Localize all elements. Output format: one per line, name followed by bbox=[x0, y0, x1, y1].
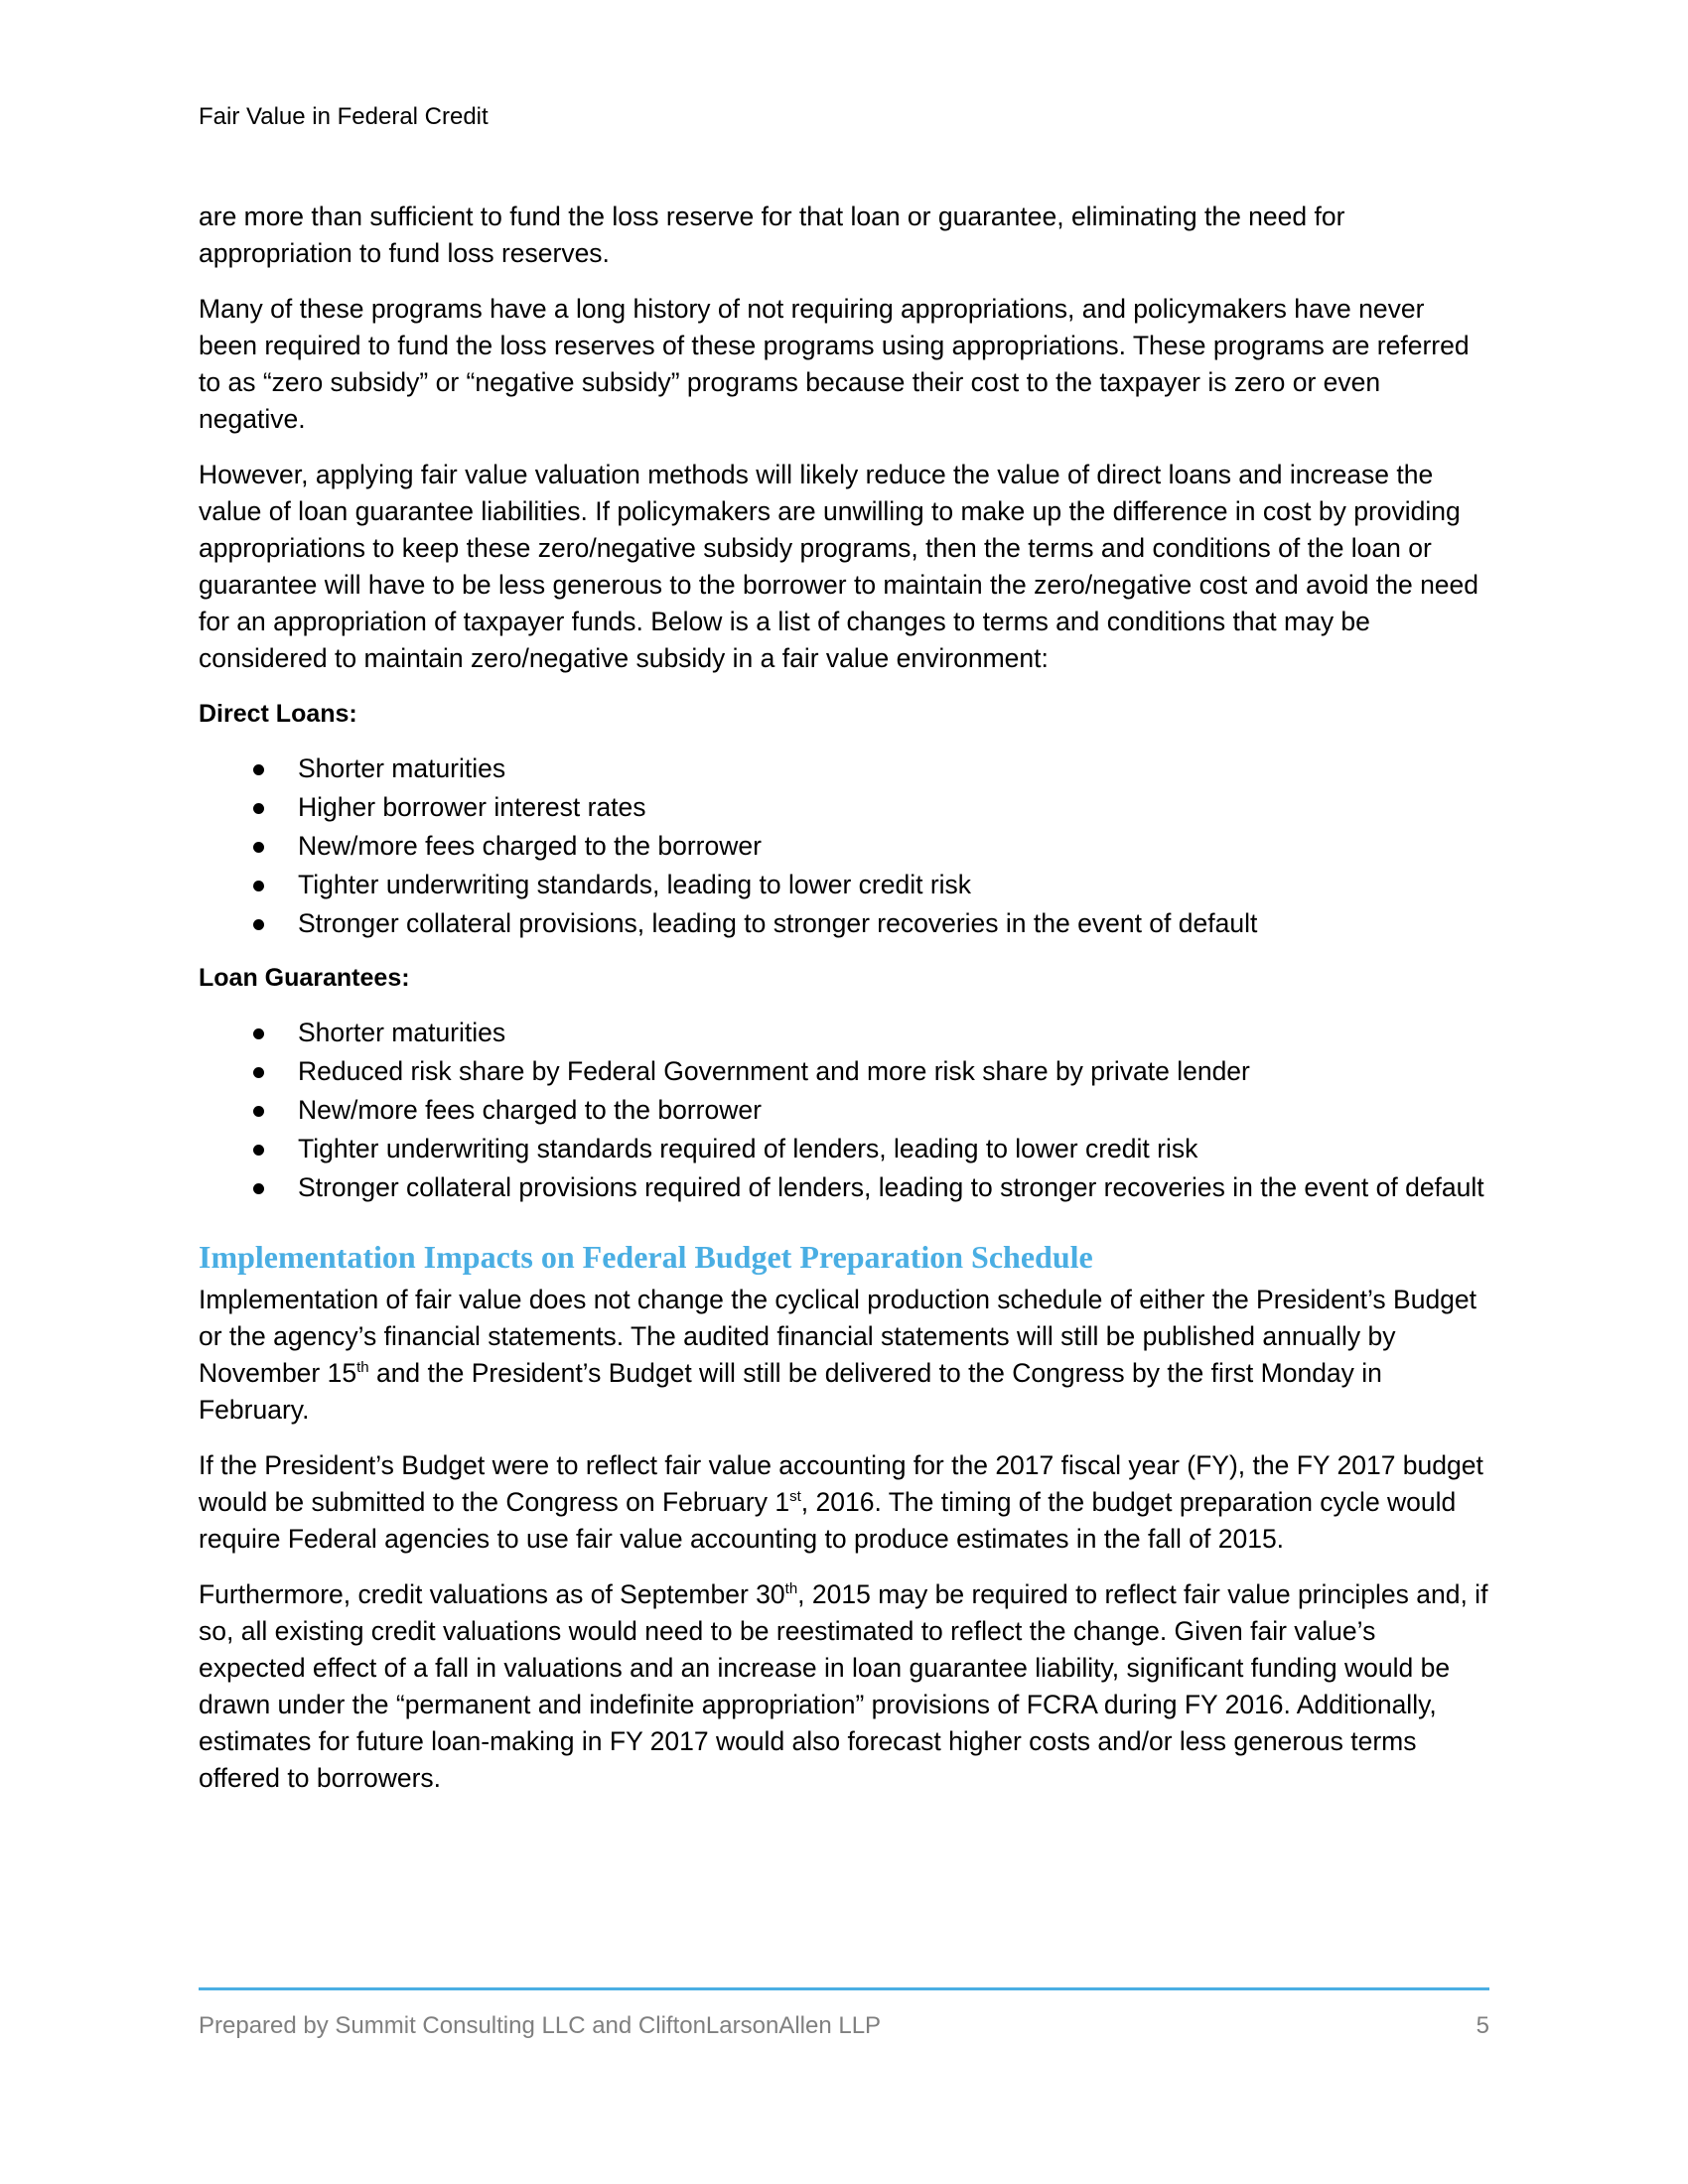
paragraph-5-text: If the President’s Budget were to reflect fair value accounting for the 2017 fiscal year (FY), the FY 2017 budget would be submitted to the Congress on February 1 bbox=[199, 1450, 1483, 1517]
paragraph-6-text-continued: , 2015 may be required to reflect fair value principles and, if so, all existing credit valuations would need to be reestimated to reflect the change. Given fair value’s expected effect of a fall in valuations and an increase in loan guarantee liability, significant funding would be drawn under the “permanent and indefinite appropriation” provisions of FCRA during FY 2016. Additionally, estimates for future loan-making in FY 2017 would also forecast higher costs and/or less generous terms offered to borrowers. bbox=[199, 1579, 1488, 1793]
ordinal-suffix: st bbox=[789, 1488, 801, 1506]
list-item-text: New/more fees charged to the borrower bbox=[298, 1095, 762, 1125]
list-item bbox=[199, 1130, 1489, 1168]
running-header: Fair Value in Federal Credit bbox=[199, 103, 489, 130]
list-item-text: Reduced risk share by Federal Government and more risk share by private lender bbox=[298, 1056, 1250, 1086]
footer-prepared-by: Prepared by Summit Consulting LLC and CliftonLarsonAllen LLP bbox=[199, 2012, 882, 2039]
bullet-icon bbox=[253, 881, 264, 891]
paragraph-1: are more than sufficient to fund the loss reserve for that loan or guarantee, eliminating the need for appropriation to fund loss reserves. bbox=[199, 202, 1345, 268]
body-text bbox=[199, 199, 1489, 1816]
bullet-icon bbox=[253, 1183, 264, 1194]
ordinal-suffix: th bbox=[356, 1359, 369, 1377]
list-item bbox=[199, 750, 1489, 788]
paragraph-5-text-continued: , 2016. The timing of the budget preparation cycle would require Federal agencies to use fair value accounting to produce estimates in the fall of 2015. bbox=[199, 1487, 1457, 1554]
list-item bbox=[199, 788, 1489, 827]
bullet-icon bbox=[253, 1106, 264, 1117]
paragraph-5 bbox=[199, 1447, 1489, 1558]
paragraph-4-text-continued: and the President’s Budget will still be delivered to the Congress by the first Monday in February. bbox=[199, 1358, 1382, 1425]
list-item-text: Stronger collateral provisions required of lenders, leading to stronger recoveries in the event of default bbox=[298, 1172, 1484, 1202]
list-item bbox=[199, 1168, 1489, 1207]
list-item-text: Shorter maturities bbox=[298, 753, 506, 783]
footer-rule bbox=[199, 1987, 1489, 1990]
list-item bbox=[199, 827, 1489, 866]
bullet-icon bbox=[253, 1067, 264, 1078]
bullet-icon bbox=[253, 1145, 264, 1156]
paragraph-4-text: Implementation of fair value does not change the cyclical production schedule of either the President’s Budget or the agency’s financial statements. The audited financial statements will still be published annually by November 15 bbox=[199, 1285, 1477, 1388]
list-item bbox=[199, 866, 1489, 904]
loan-guarantees-heading: Loan Guarantees: bbox=[199, 964, 410, 992]
bullet-icon bbox=[253, 842, 264, 853]
list-item-text: Shorter maturities bbox=[298, 1018, 506, 1047]
list-item bbox=[199, 1091, 1489, 1130]
paragraph-4 bbox=[199, 1282, 1489, 1429]
paragraph-6-text: Furthermore, credit valuations as of September 30 bbox=[199, 1579, 785, 1609]
document-page bbox=[199, 0, 1489, 2184]
list-item bbox=[199, 904, 1489, 943]
list-item-text: Stronger collateral provisions, leading to stronger recoveries in the event of default bbox=[298, 908, 1258, 938]
paragraph-2: Many of these programs have a long history of not requiring appropriations, and policymakers have never been required to fund the loss reserves of these programs using appropriations. These programs are referred to as “zero subsidy” or “negative subsidy” programs because their cost to the taxpayer is zero or even negative. bbox=[199, 294, 1470, 434]
bullet-icon bbox=[253, 764, 264, 775]
paragraph-6 bbox=[199, 1576, 1489, 1797]
bullet-icon bbox=[253, 1028, 264, 1039]
loan-guarantees-list bbox=[199, 1014, 1489, 1207]
bullet-icon bbox=[253, 803, 264, 814]
ordinal-suffix: th bbox=[784, 1580, 798, 1598]
paragraph-3: However, applying fair value valuation methods will likely reduce the value of direct loans and increase the value of loan guarantee liabilities. If policymakers are unwilling to make up the difference in cost by providing appropriations to keep these zero/negative subsidy programs, then the terms and conditions of the loan or guarantee will have to be less generous to the borrower to maintain the zero/negative cost and avoid the need for an appropriation of taxpayer funds. Below is a list of changes to terms and conditions that may be considered to maintain zero/negative subsidy in a fair value environment: bbox=[199, 460, 1479, 673]
list-item-text: Tighter underwriting standards required of lenders, leading to lower credit risk bbox=[298, 1134, 1198, 1163]
list-item-text: New/more fees charged to the borrower bbox=[298, 831, 762, 861]
list-item bbox=[199, 1014, 1489, 1052]
direct-loans-list bbox=[199, 750, 1489, 943]
list-item bbox=[199, 1052, 1489, 1091]
page-number: 5 bbox=[1476, 2012, 1489, 2039]
bullet-icon bbox=[253, 919, 264, 930]
section-heading: Implementation Impacts on Federal Budget Preparation Schedule bbox=[199, 1239, 1093, 1275]
direct-loans-heading: Direct Loans: bbox=[199, 700, 357, 728]
list-item-text: Higher borrower interest rates bbox=[298, 792, 646, 822]
list-item-text: Tighter underwriting standards, leading to lower credit risk bbox=[298, 870, 972, 899]
